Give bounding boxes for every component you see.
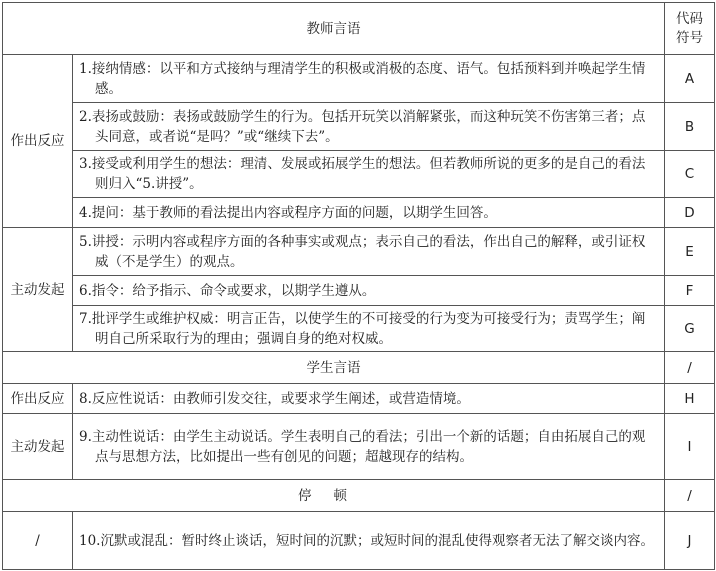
code-symbol-header: 代码 符号 (665, 3, 715, 55)
row-code: J (665, 512, 715, 570)
table-row (3, 151, 715, 198)
row-description: 10.沉默或混乱：暂时终止谈话，短时间的沉默；或短时间的混乱使得观察者无法了解交谈内容。 (79, 532, 654, 549)
section-code: / (665, 480, 715, 512)
table-row (3, 306, 715, 352)
table-row (3, 198, 715, 228)
row-description: 6.指令：给予指示、命令或要求，以期学生遵从。 (79, 282, 376, 299)
pause-header: 停顿 (298, 487, 369, 504)
student-react-category: 作出反应 (3, 384, 73, 414)
row-code: A (665, 55, 715, 103)
row-code: B (665, 103, 715, 151)
row-code: I (665, 414, 715, 480)
row-description: 8.反应性说话：由教师引发交往，或要求学生阐述，或营造情境。 (79, 390, 470, 407)
teacher-initiate-category: 主动发起 (3, 228, 73, 352)
row-code: F (665, 276, 715, 306)
table-row (3, 228, 715, 276)
table-header-row (3, 3, 715, 55)
row-code: H (665, 384, 715, 414)
table-row (3, 414, 715, 480)
row-description: 4.提问：基于教师的看法提出内容或程序方面的问题，以期学生回答。 (79, 204, 497, 221)
student-speech-header: 学生言语 (3, 352, 665, 384)
table-row (3, 103, 715, 151)
row-description: 5.讲授：示明内容或程序方面的各种事实或观点；表示自己的看法，作出自己的解释，或引证权威（不是学生）的观点。 (79, 233, 646, 270)
teacher-speech-header: 教师言语 (3, 3, 665, 55)
row-code: E (665, 228, 715, 276)
table-row (3, 384, 715, 414)
row-description: 3.接受或利用学生的想法：理清、发展或拓展学生的想法。但若教师所说的更多的是自己的看法则归入“5.讲授”。 (79, 156, 646, 192)
table-row (3, 55, 715, 103)
student-initiate-category: 主动发起 (3, 414, 73, 480)
row-description: 1.接纳情感：以平和方式接纳与理清学生的积极或消极的态度、语气。包括预料到并唤起学生情感。 (79, 60, 646, 97)
row-description: 7.批评学生或维护权威：明言正告，以使学生的不可接受的行为变为可接受行为；责骂学生；阐明自己所采取行为的理由；强调自身的绝对权威。 (79, 310, 646, 347)
table-row (3, 512, 715, 570)
row-description: 9.主动性说话：由学生主动说话。学生表明自己的看法；引出一个新的话题；自由拓展自己的观点与思想方法，比如提出一些有创见的问题；超越现存的结构。 (79, 428, 646, 465)
section-row (3, 480, 715, 512)
teacher-react-category: 作出反应 (3, 55, 73, 228)
section-row (3, 352, 715, 384)
pause-category: / (3, 512, 73, 570)
section-code: / (665, 352, 715, 384)
interaction-category-table (2, 2, 715, 570)
row-description: 2.表扬或鼓励：表扬或鼓励学生的行为。包括开玩笑以消解紧张，而这种玩笑不伤害第三者；点头同意，或者说“是吗？”或“继续下去”。 (79, 108, 646, 145)
row-code: D (665, 198, 715, 228)
row-code: G (665, 306, 715, 352)
table-row (3, 276, 715, 306)
row-code: C (665, 151, 715, 198)
